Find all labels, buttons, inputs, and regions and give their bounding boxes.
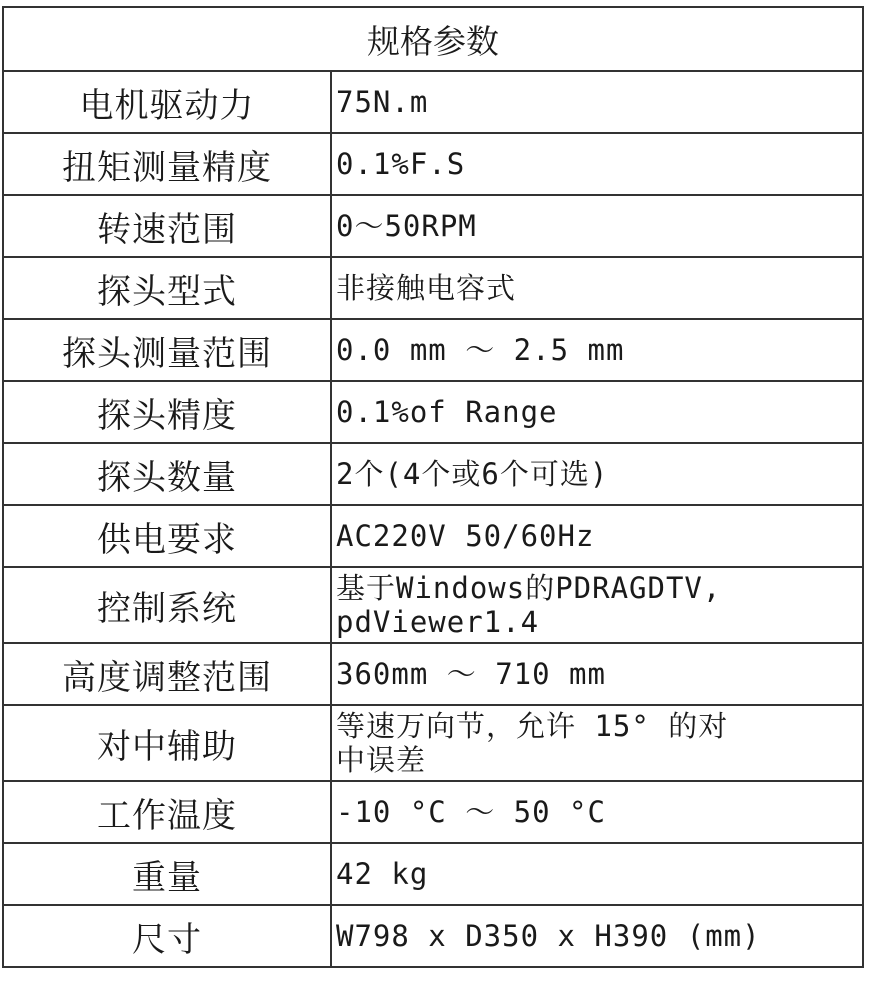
table-row bbox=[3, 133, 863, 195]
spec-label: 转速范围 bbox=[3, 195, 331, 257]
spec-value: 基于Windows的PDRAGDTV, pdViewer1.4 bbox=[331, 567, 863, 643]
spec-label: 电机驱动力 bbox=[3, 71, 331, 133]
spec-value: -10 °C ～ 50 °C bbox=[331, 781, 863, 843]
spec-value: 360mm ～ 710 mm bbox=[331, 643, 863, 705]
spec-label: 控制系统 bbox=[3, 567, 331, 643]
table-row bbox=[3, 71, 863, 133]
spec-value: 0.1%of Range bbox=[331, 381, 863, 443]
spec-value: 75N.m bbox=[331, 71, 863, 133]
table-row bbox=[3, 381, 863, 443]
spec-label: 工作温度 bbox=[3, 781, 331, 843]
table-row bbox=[3, 505, 863, 567]
spec-value: W798 x D350 x H390 (mm) bbox=[331, 905, 863, 967]
spec-label: 尺寸 bbox=[3, 905, 331, 967]
spec-label: 探头测量范围 bbox=[3, 319, 331, 381]
spec-value: 非接触电容式 bbox=[331, 257, 863, 319]
spec-label: 高度调整范围 bbox=[3, 643, 331, 705]
table-title: 规格参数 bbox=[3, 7, 863, 71]
spec-value: 0.0 mm ～ 2.5 mm bbox=[331, 319, 863, 381]
spec-label: 探头精度 bbox=[3, 381, 331, 443]
spec-value: 0.1%F.S bbox=[331, 133, 863, 195]
table-row bbox=[3, 643, 863, 705]
table-row bbox=[3, 905, 863, 967]
table-row bbox=[3, 705, 863, 781]
table-row bbox=[3, 195, 863, 257]
table-row bbox=[3, 443, 863, 505]
spec-label: 探头数量 bbox=[3, 443, 331, 505]
spec-label: 重量 bbox=[3, 843, 331, 905]
spec-value: 42 kg bbox=[331, 843, 863, 905]
spec-label: 供电要求 bbox=[3, 505, 331, 567]
table-row bbox=[3, 319, 863, 381]
spec-table bbox=[2, 6, 864, 968]
spec-value: 2个(4个或6个可选) bbox=[331, 443, 863, 505]
spec-label: 扭矩测量精度 bbox=[3, 133, 331, 195]
spec-label: 探头型式 bbox=[3, 257, 331, 319]
spec-value: AC220V 50/60Hz bbox=[331, 505, 863, 567]
spec-label: 对中辅助 bbox=[3, 705, 331, 781]
table-row bbox=[3, 257, 863, 319]
table-row bbox=[3, 567, 863, 643]
table-row bbox=[3, 781, 863, 843]
table-row bbox=[3, 843, 863, 905]
spec-value: 0～50RPM bbox=[331, 195, 863, 257]
table-header-row bbox=[3, 7, 863, 71]
spec-value: 等速万向节，允许 15° 的对 中误差 bbox=[331, 705, 863, 781]
